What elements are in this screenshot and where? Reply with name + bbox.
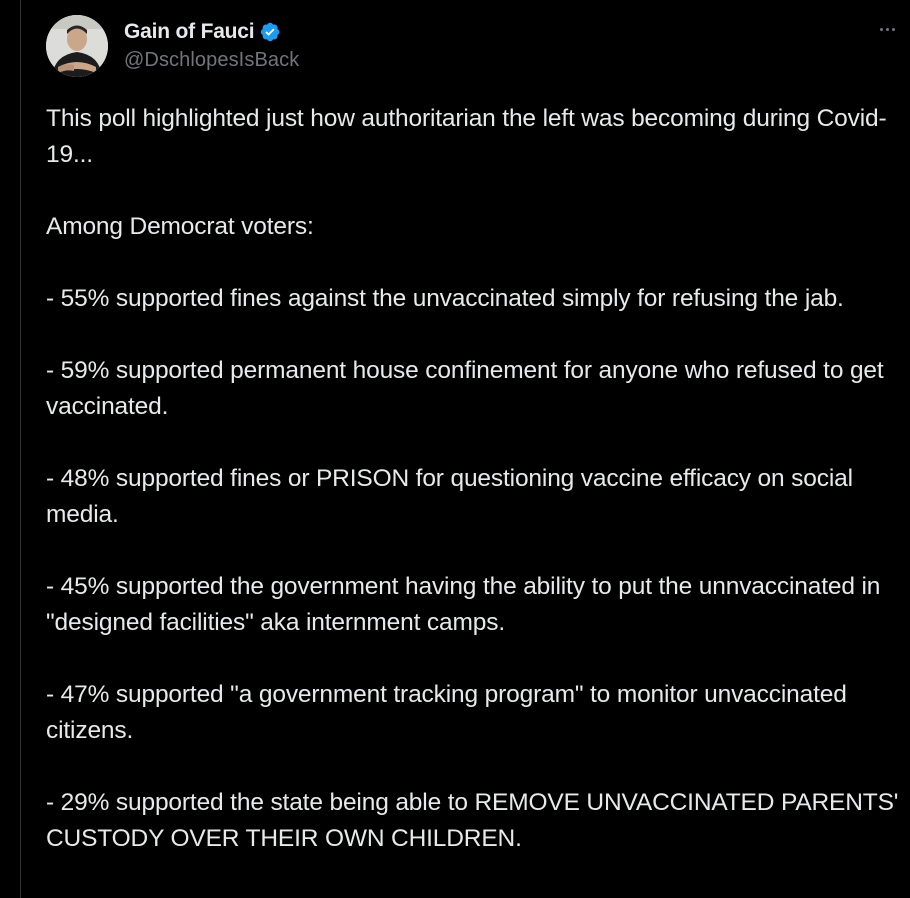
author-info [124, 18, 299, 72]
author-display-name[interactable]: Gain of Fauci [124, 20, 255, 43]
more-options-button[interactable] [872, 16, 902, 42]
tweet[interactable] [21, 0, 910, 898]
tweet-header [46, 14, 906, 78]
tweet-paragraph: - 59% supported permanent house confinement for anyone who refused to get vaccinated. [46, 357, 891, 420]
tweet-paragraph: - 29% supported the state being able to REMOVE UNVACCINATED PARENTS' CUSTODY OVER THEIR OWN CHILDREN. [46, 789, 905, 852]
avatar[interactable] [46, 15, 108, 77]
author-handle[interactable]: @DschlopesIsBack [124, 49, 300, 71]
tweet-paragraph: Among Democrat voters: [46, 213, 314, 240]
tweet-paragraph: - 47% supported "a government tracking program" to monitor unvaccinated citizens. [46, 681, 854, 744]
tweet-paragraph: - 48% supported fines or PRISON for questioning vaccine efficacy on social media. [46, 465, 860, 528]
tweet-paragraph: This poll highlighted just how authoritarian the left was becoming during Covid-19... [46, 105, 887, 168]
avatar-photo [46, 15, 108, 77]
tweet-paragraph: - 45% supported the government having the ability to put the unnvaccinated in "designed facilities" aka internment camps. [46, 573, 887, 636]
verified-badge-icon[interactable] [259, 21, 281, 43]
tweet-paragraph: - 55% supported fines against the unvaccinated simply for refusing the jab. [46, 285, 844, 312]
more-dots-icon [880, 28, 895, 31]
author-name-row [124, 18, 299, 46]
tweet-text [46, 101, 906, 893]
